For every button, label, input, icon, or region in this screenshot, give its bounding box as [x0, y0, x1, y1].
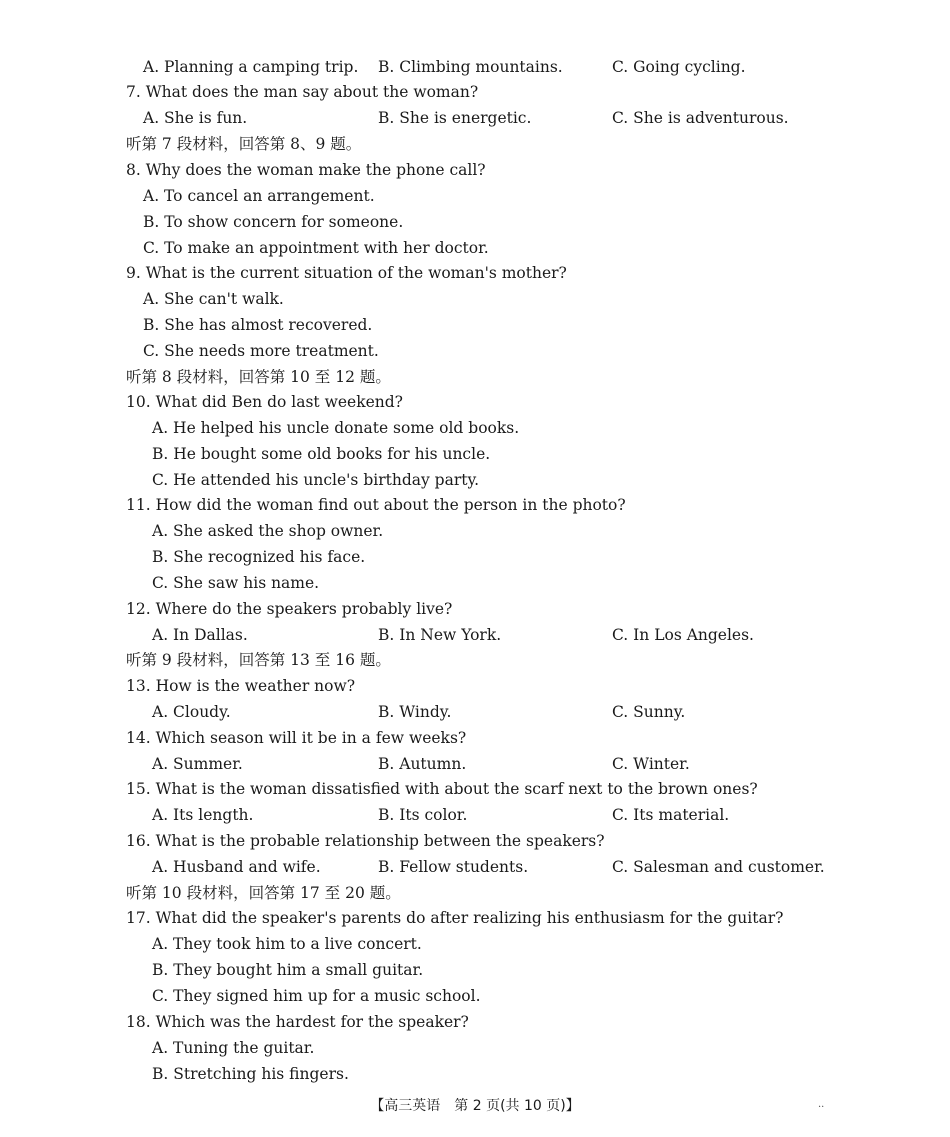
q10-option-a: A. He helped his uncle donate some old books.	[152, 419, 520, 437]
q10-option-b: B. He bought some old books for his uncle.	[152, 445, 491, 463]
question-17: 17. What did the speaker's parents do after realizing his enthusiasm for the guitar?	[126, 909, 784, 927]
question-7: 7. What does the man say about the woman?	[126, 83, 479, 101]
q12-option-a: A. In Dallas.	[152, 626, 248, 644]
q15-option-c: C. Its material.	[612, 806, 730, 824]
question-9: 9. What is the current situation of the woman's mother?	[126, 264, 567, 282]
q7-option-b: B. She is energetic.	[378, 109, 532, 127]
q18-option-b: B. Stretching his fingers.	[152, 1065, 349, 1083]
question-11: 11. How did the woman find out about the person in the photo?	[126, 496, 626, 514]
q8-option-b: B. To show concern for someone.	[143, 213, 404, 231]
q15-option-b: B. Its color.	[378, 806, 468, 824]
section-10-instruction: 听第 10 段材料，回答第 17 至 20 题。	[126, 884, 401, 902]
question-18: 18. Which was the hardest for the speaker?	[126, 1013, 469, 1031]
section-9-instruction: 听第 9 段材料，回答第 13 至 16 题。	[126, 651, 391, 669]
corner-mark: ··	[818, 1102, 825, 1113]
q13-option-b: B. Windy.	[378, 703, 452, 721]
q14-option-b: B. Autumn.	[378, 755, 467, 773]
q6-option-a: A. Planning a camping trip.	[143, 58, 359, 76]
q9-option-b: B. She has almost recovered.	[143, 316, 373, 334]
q16-option-c: C. Salesman and customer.	[612, 858, 825, 876]
q11-option-a: A. She asked the shop owner.	[152, 522, 384, 540]
q17-option-a: A. They took him to a live concert.	[152, 935, 422, 953]
q16-option-a: A. Husband and wife.	[152, 858, 321, 876]
q16-option-b: B. Fellow students.	[378, 858, 529, 876]
q11-option-c: C. She saw his name.	[152, 574, 320, 592]
q14-option-a: A. Summer.	[152, 755, 243, 773]
question-14: 14. Which season will it be in a few weeks?	[126, 729, 467, 747]
q17-option-b: B. They bought him a small guitar.	[152, 961, 424, 979]
q15-option-a: A. Its length.	[152, 806, 254, 824]
page-footer: 【高三英语 第 2 页(共 10 页)】	[370, 1098, 580, 1114]
q18-option-a: A. Tuning the guitar.	[152, 1039, 315, 1057]
q11-option-b: B. She recognized his face.	[152, 548, 366, 566]
q6-option-b: B. Climbing mountains.	[378, 58, 563, 76]
q7-option-c: C. She is adventurous.	[612, 109, 789, 127]
question-15: 15. What is the woman dissatisfied with about the scarf next to the brown ones?	[126, 780, 758, 798]
question-13: 13. How is the weather now?	[126, 677, 356, 695]
q10-option-c: C. He attended his uncle's birthday party.	[152, 471, 480, 489]
question-12: 12. Where do the speakers probably live?	[126, 600, 453, 618]
q12-option-c: C. In Los Angeles.	[612, 626, 754, 644]
q9-option-a: A. She can't walk.	[143, 290, 284, 308]
q17-option-c: C. They signed him up for a music school.	[152, 987, 481, 1005]
q12-option-b: B. In New York.	[378, 626, 502, 644]
q8-option-a: A. To cancel an arrangement.	[143, 187, 375, 205]
section-7-instruction: 听第 7 段材料，回答第 8、9 题。	[126, 135, 362, 153]
question-10: 10. What did Ben do last weekend?	[126, 393, 403, 411]
q8-option-c: C. To make an appointment with her doctor.	[143, 239, 489, 257]
q7-option-a: A. She is fun.	[143, 109, 248, 127]
q9-option-c: C. She needs more treatment.	[143, 342, 379, 360]
q14-option-c: C. Winter.	[612, 755, 690, 773]
question-8: 8. Why does the woman make the phone call?	[126, 161, 486, 179]
q13-option-a: A. Cloudy.	[152, 703, 231, 721]
q13-option-c: C. Sunny.	[612, 703, 686, 721]
question-16: 16. What is the probable relationship between the speakers?	[126, 832, 605, 850]
q6-option-c: C. Going cycling.	[612, 58, 746, 76]
section-8-instruction: 听第 8 段材料，回答第 10 至 12 题。	[126, 368, 391, 386]
